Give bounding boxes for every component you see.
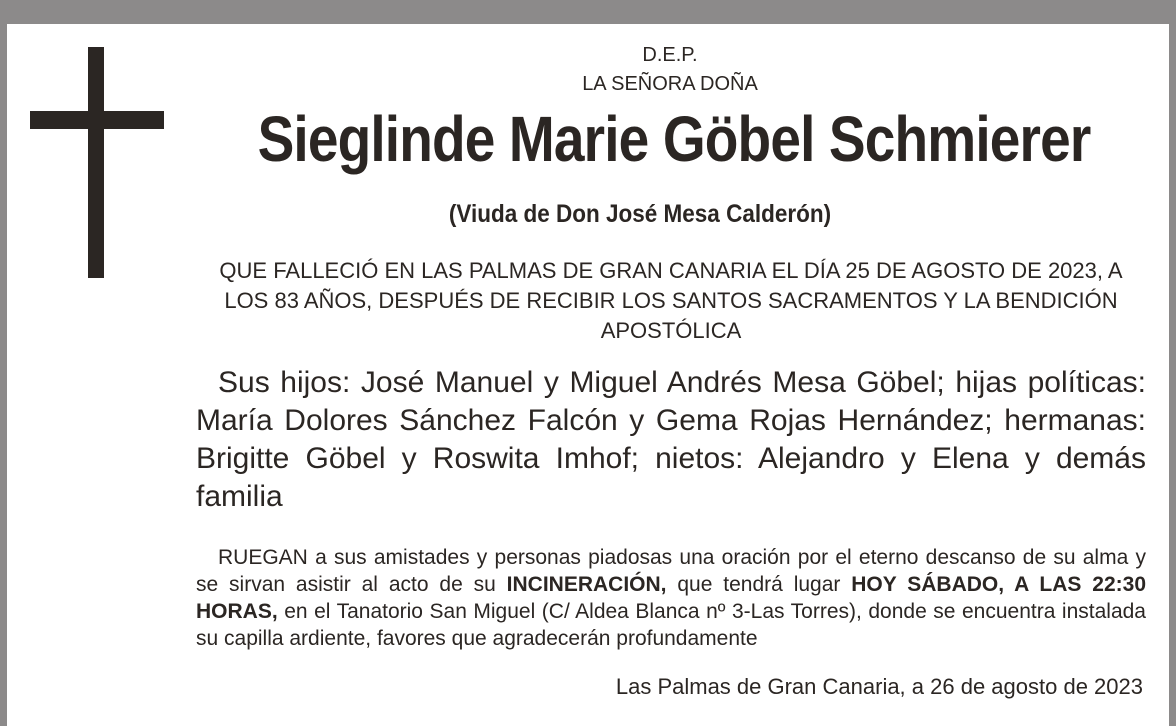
widow-line: (Viuda de Don José Mesa Calderón) [448, 200, 832, 228]
death-notice: QUE FALLECIÓ EN LAS PALMAS DE GRAN CANARIA EL DÍA 25 DE AGOSTO DE 2023, A LOS 83 AÑOS, DESPUÉS DE RECIBIR LOS SANTOS SACRAMENTOS Y LA BENDICIÓN APOSTÓLICA [219, 258, 1123, 343]
request-paragraph [196, 544, 1146, 652]
cross-vertical-bar [88, 47, 104, 278]
incineration-label: INCINERACIÓN, [506, 573, 667, 596]
request-text-1: RUEGAN a sus amistades y personas piadosas una oración por el eterno descanso de su alma y se sirvan asistir al acto de su [196, 546, 1146, 596]
family-paragraph: Sus hijos: José Manuel y Miguel Andrés Mesa Göbel; hijas políticas: María Dolores Sánchez Falcón y Gema Rojas Hernández; hermanas: Brigitte Göbel y Roswita Imhof; nietos: Alejandro y Elena y demás familia [196, 366, 1146, 513]
dep-heading: D.E.P. [642, 44, 698, 66]
ceremony-time: HOY SÁBADO, A LAS 22:30 HORAS, [196, 573, 1147, 623]
place-and-date: Las Palmas de Gran Canaria, a 26 de agosto de 2023 [615, 674, 1143, 699]
honorific-title: LA SEÑORA DOÑA [582, 73, 758, 95]
request-text-2: que tendrá lugar [666, 573, 852, 596]
request-text-3: en el Tanatorio San Miguel (C/ Aldea Blanca nº 3-Las Torres), donde se encuentra instalada su capilla ardiente, favores que agradecerán profundamente [196, 600, 1146, 650]
cross-horizontal-bar [30, 111, 164, 129]
deceased-name: Sieglinde Marie Göbel Schmierer [257, 103, 1091, 175]
